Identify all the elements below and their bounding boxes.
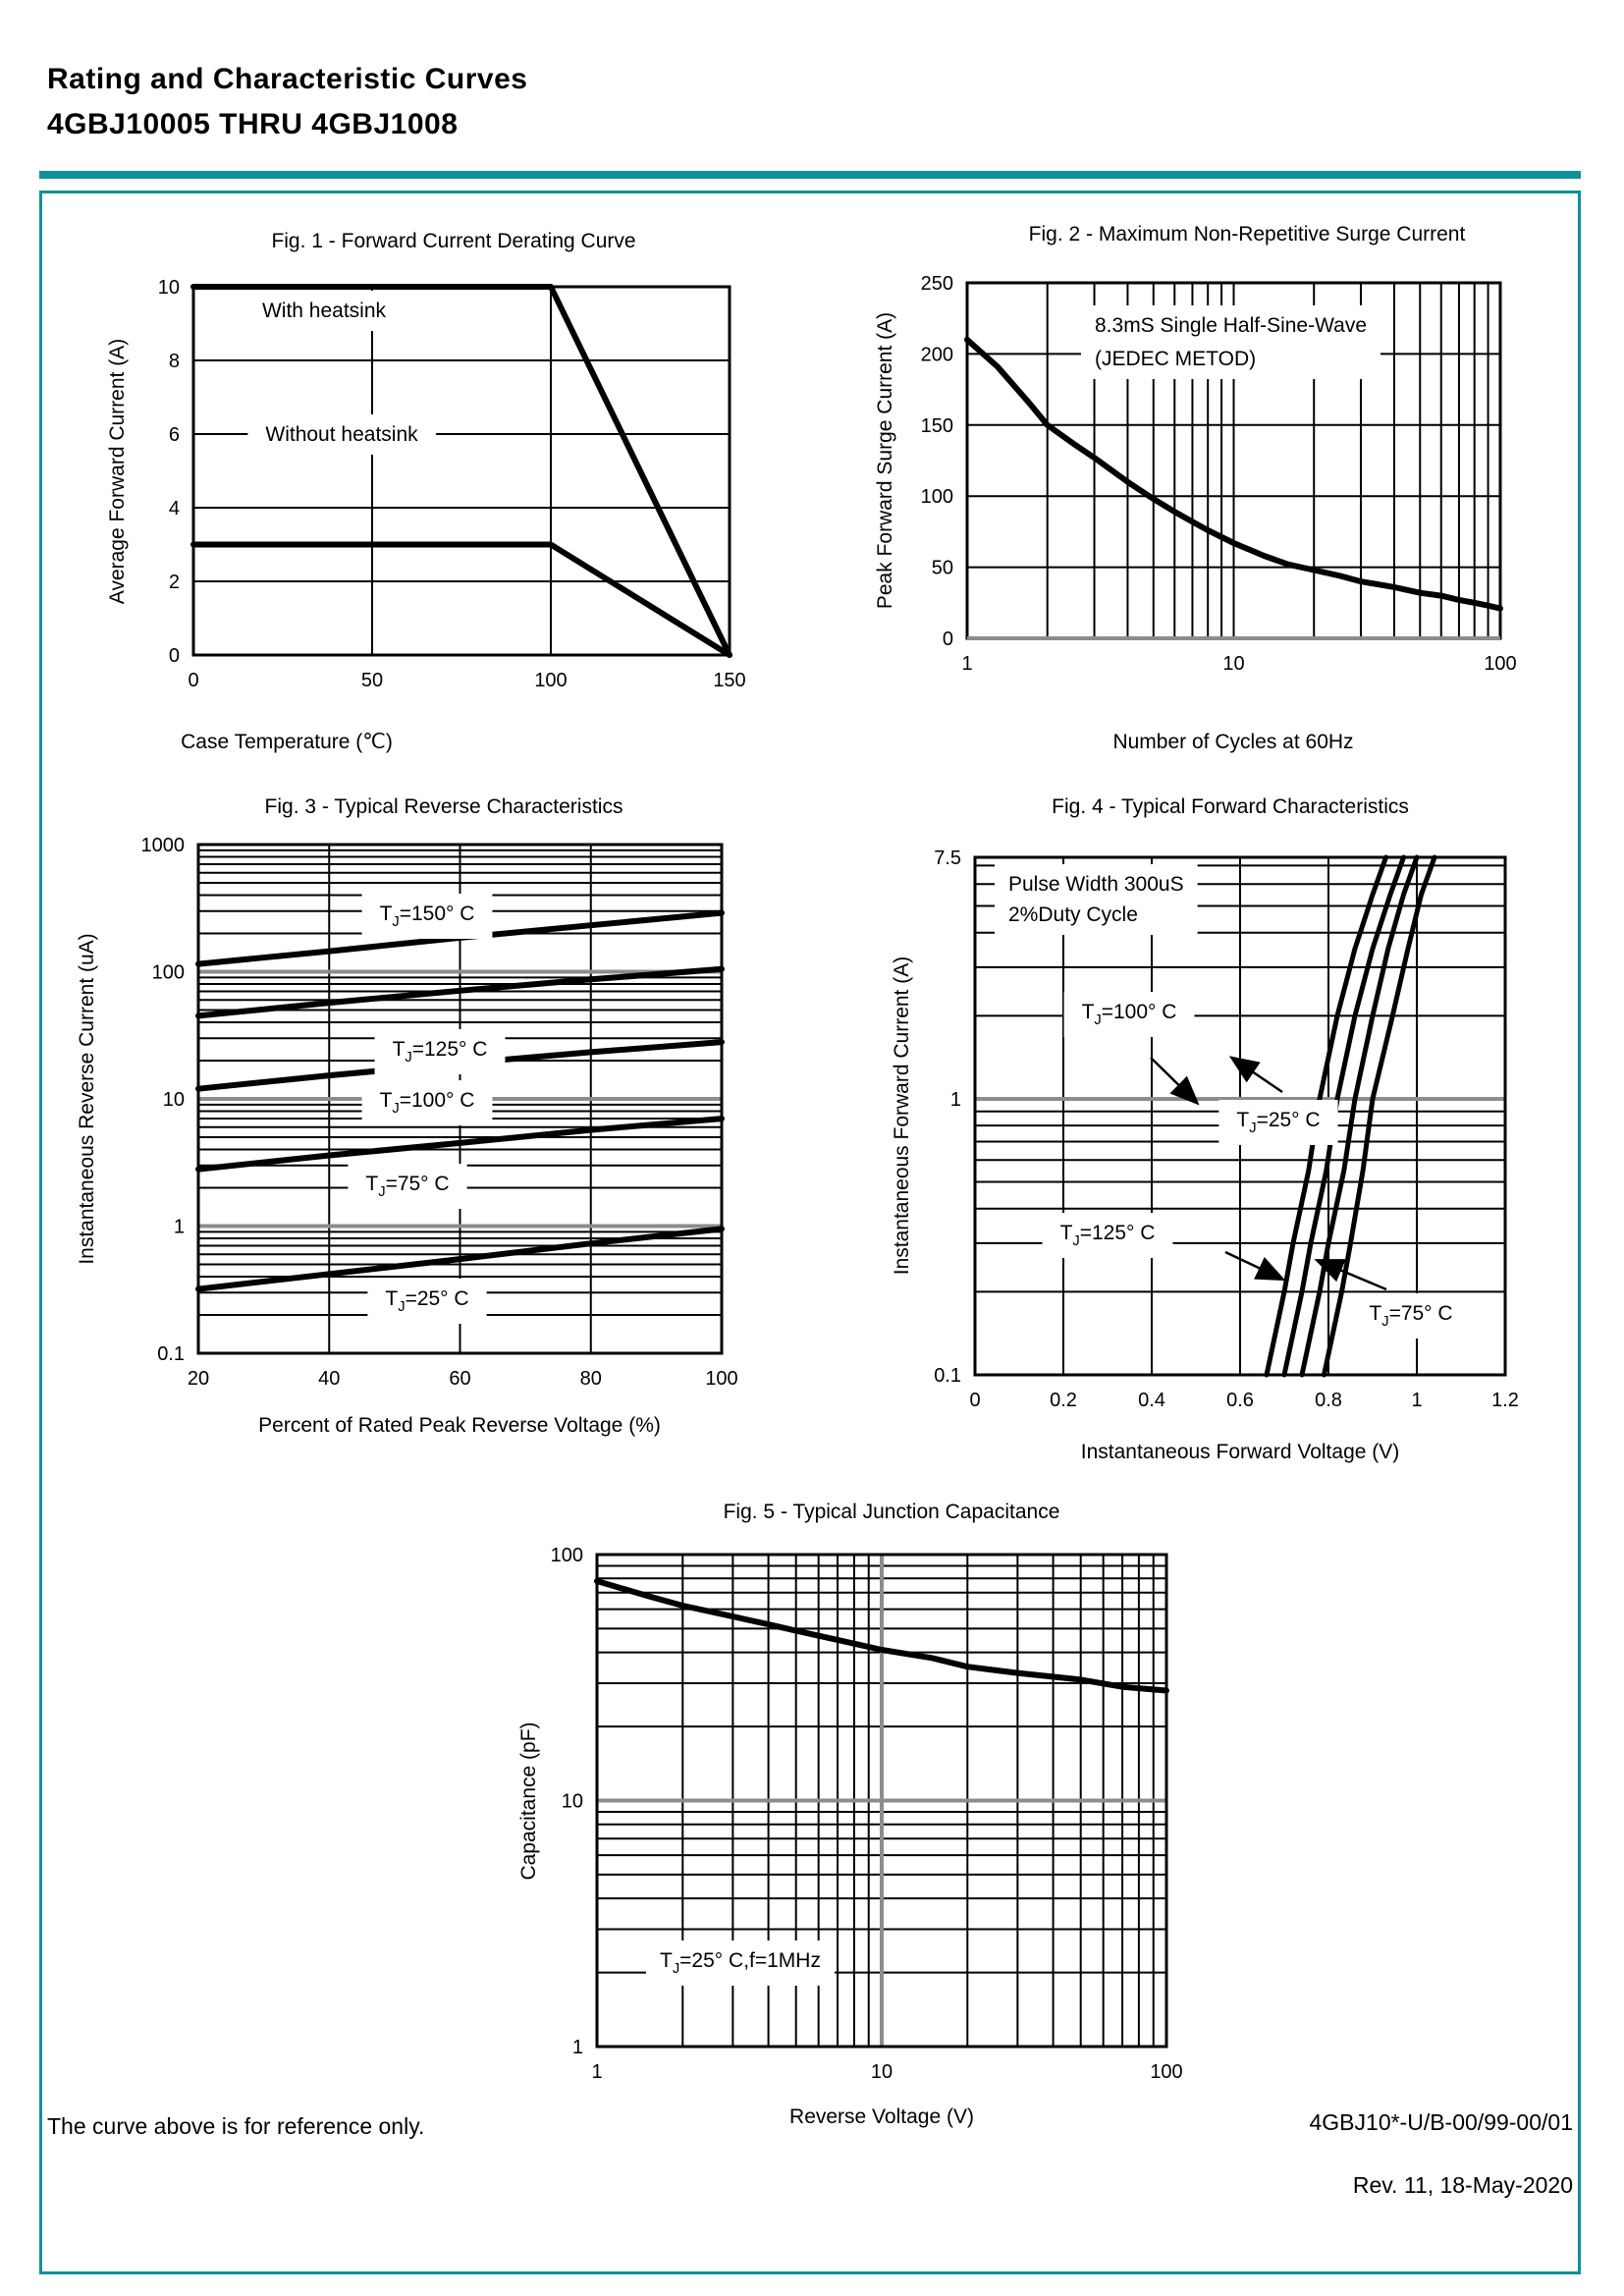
fig1-forward-current-derating-curve-1 [193,545,730,656]
document-code: 4GBJ10*-U/B-00/99-00/01 [1309,2109,1573,2135]
fig5-typical-junction-capacitance-ytick-10: 10 [561,1790,583,1813]
fig1-forward-current-derating-xtick-150: 150 [713,670,746,691]
fig5-typical-junction-capacitance-ylabel: Capacitance (pF) [517,1722,540,1881]
fig4-typical-forward-characteristics-xtick-0.2: 0.2 [1050,1390,1077,1411]
revision-date: Rev. 11, 18-May-2020 [1352,2172,1573,2198]
fig1-forward-current-derating [106,230,746,753]
fig3-typical-reverse-characteristics-ylabel: Instantaneous Reverse Current (uA) [76,933,98,1265]
page-subtitle: 4GBJ10005 THRU 4GBJ1008 [47,108,459,140]
fig4-typical-forward-characteristics-xtick-0.8: 0.8 [1315,1390,1342,1411]
fig1-forward-current-derating-xtick-0: 0 [188,670,199,691]
fig1-forward-current-derating-plot-border [193,287,730,655]
fig5-typical-junction-capacitance-annotation-0-line-0: $T_J=25^\circ$ C,f=1MHz [660,1949,821,1977]
fig3-typical-reverse-characteristics-label-2: $T_J=100^\circ$ C [379,1089,475,1117]
fig1-forward-current-derating-ytick-4: 4 [168,498,180,519]
fig4-typical-forward-characteristics-xtick-0.4: 0.4 [1138,1390,1165,1411]
fig3-typical-reverse-characteristics-ytick-10: 10 [162,1089,185,1111]
fig4-typical-forward-characteristics-label-1: $T_J=25^\circ$ C [1236,1109,1321,1136]
fig1-forward-current-derating-ytick-0: 0 [168,645,180,667]
fig4-typical-forward-characteristics-annotation-0-line-0: Pulse Width 300uS [1008,873,1184,896]
fig2-max-surge-current-ylabel: Peak Forward Surge Current (A) [874,311,896,610]
fig4-typical-forward-characteristics-xtick-0.6: 0.6 [1226,1390,1254,1411]
fig3-typical-reverse-characteristics-xtick-40: 40 [318,1368,341,1390]
fig3-typical-reverse-characteristics-xtick-60: 60 [449,1368,471,1390]
fig2-max-surge-current [874,223,1517,753]
fig4-typical-forward-characteristics-label-0: $T_J=100^\circ$ C [1081,1001,1177,1028]
fig4-typical-forward-characteristics-arrow-0 [1151,1058,1196,1102]
page-title: Rating and Characteristic Curves [47,63,528,95]
fig1-forward-current-derating-label-1: Without heatsink [265,423,418,446]
fig4-typical-forward-characteristics-xtick-1: 1 [1411,1390,1423,1411]
fig4-typical-forward-characteristics-arrow-2 [1225,1252,1281,1279]
fig1-forward-current-derating-xtick-100: 100 [534,670,568,691]
fig1-forward-current-derating-ytick-10: 10 [157,277,180,299]
fig2-max-surge-current-xtick-10: 10 [1222,653,1245,675]
fig3-typical-reverse-characteristics-title: Fig. 3 - Typical Reverse Characteristics [264,795,623,818]
fig5-typical-junction-capacitance-xtick-1: 1 [591,2061,603,2083]
fig4-typical-forward-characteristics-xlabel: Instantaneous Forward Voltage (V) [1080,1441,1400,1463]
fig5-typical-junction-capacitance-title: Fig. 5 - Typical Junction Capacitance [723,1501,1060,1523]
fig1-forward-current-derating-xlabel: Case Temperature (℃) [181,731,393,753]
fig2-max-surge-current-title: Fig. 2 - Maximum Non-Repetitive Surge Current [1028,223,1466,246]
fig1-forward-current-derating-ytick-8: 8 [168,351,180,372]
fig4-typical-forward-characteristics-ylabel: Instantaneous Forward Current (A) [891,956,913,1276]
fig1-forward-current-derating-curve-0 [193,287,730,655]
fig2-max-surge-current-ytick-200: 200 [920,344,953,366]
fig3-typical-reverse-characteristics-xlabel: Percent of Rated Peak Reverse Voltage (%) [258,1414,661,1437]
reference-note: The curve above is for reference only. [47,2113,425,2139]
fig1-forward-current-derating-title: Fig. 1 - Forward Current Derating Curve [271,230,636,252]
fig3-typical-reverse-characteristics-ytick-0.1: 0.1 [157,1343,185,1365]
fig3-typical-reverse-characteristics-ytick-100: 100 [151,961,185,984]
fig2-max-surge-current-annotation-0-line-0: 8.3mS Single Half-Sine-Wave [1095,314,1367,337]
fig2-max-surge-current-ytick-0: 0 [942,629,953,650]
fig5-typical-junction-capacitance-ytick-1: 1 [571,2037,583,2058]
fig1-forward-current-derating-ytick-6: 6 [168,424,180,446]
fig1-forward-current-derating-label-0: With heatsink [261,300,387,322]
fig3-typical-reverse-characteristics-xtick-80: 80 [579,1368,602,1390]
fig2-max-surge-current-ytick-150: 150 [920,414,953,437]
fig4-typical-forward-characteristics-xtick-1.2: 1.2 [1491,1390,1519,1411]
fig3-typical-reverse-characteristics-label-0: $T_J=150^\circ$ C [379,902,475,930]
fig2-max-surge-current-xtick-100: 100 [1484,653,1517,675]
fig5-typical-junction-capacitance-xtick-10: 10 [870,2061,893,2083]
fig4-typical-forward-characteristics-label-3: $T_J=75^\circ$ C [1369,1302,1453,1330]
fig4-typical-forward-characteristics-xtick-0: 0 [969,1390,981,1411]
fig3-typical-reverse-characteristics-xtick-100: 100 [705,1368,738,1390]
fig2-max-surge-current-ytick-50: 50 [931,557,953,579]
fig3-typical-reverse-characteristics-xtick-20: 20 [187,1368,210,1390]
fig2-max-surge-current-ytick-250: 250 [920,273,953,295]
fig1-forward-current-derating-ytick-2: 2 [168,572,180,593]
fig2-max-surge-current-annotation-0-line-1: (JEDEC METOD) [1095,348,1257,370]
fig2-max-surge-current-ytick-100: 100 [920,486,953,509]
fig5-typical-junction-capacitance-ytick-100: 100 [550,1545,583,1566]
fig3-typical-reverse-characteristics-ytick-1: 1 [173,1216,185,1238]
fig5-typical-junction-capacitance [517,1501,1183,2128]
fig2-max-surge-current-xlabel: Number of Cycles at 60Hz [1112,731,1354,753]
fig5-typical-junction-capacitance-xlabel: Reverse Voltage (V) [789,2105,974,2128]
fig3-typical-reverse-characteristics-ytick-1000: 1000 [140,835,185,856]
fig4-typical-forward-characteristics-ytick-1: 1 [949,1088,961,1111]
fig2-max-surge-current-xtick-1: 1 [961,653,973,675]
fig1-forward-current-derating-xtick-50: 50 [360,670,384,691]
fig5-typical-junction-capacitance-xtick-100: 100 [1150,2061,1183,2083]
fig4-typical-forward-characteristics-label-2: $T_J=125^\circ$ C [1059,1222,1156,1249]
fig3-typical-reverse-characteristics [76,795,738,1437]
fig3-typical-reverse-characteristics-label-1: $T_J=125^\circ$ C [392,1038,488,1066]
fig4-typical-forward-characteristics [891,795,1519,1463]
fig3-typical-reverse-characteristics-label-4: $T_J=25^\circ$ C [385,1287,469,1315]
fig4-typical-forward-characteristics-ytick-7.5: 7.5 [934,847,961,869]
fig4-typical-forward-characteristics-ytick-0.1: 0.1 [934,1365,961,1387]
fig4-typical-forward-characteristics-annotation-0-line-1: 2%Duty Cycle [1008,903,1138,926]
fig4-typical-forward-characteristics-title: Fig. 4 - Typical Forward Characteristics [1052,795,1409,818]
fig1-forward-current-derating-ylabel: Average Forward Current (A) [106,338,129,605]
fig3-typical-reverse-characteristics-label-3: $T_J=75^\circ$ C [365,1173,450,1200]
